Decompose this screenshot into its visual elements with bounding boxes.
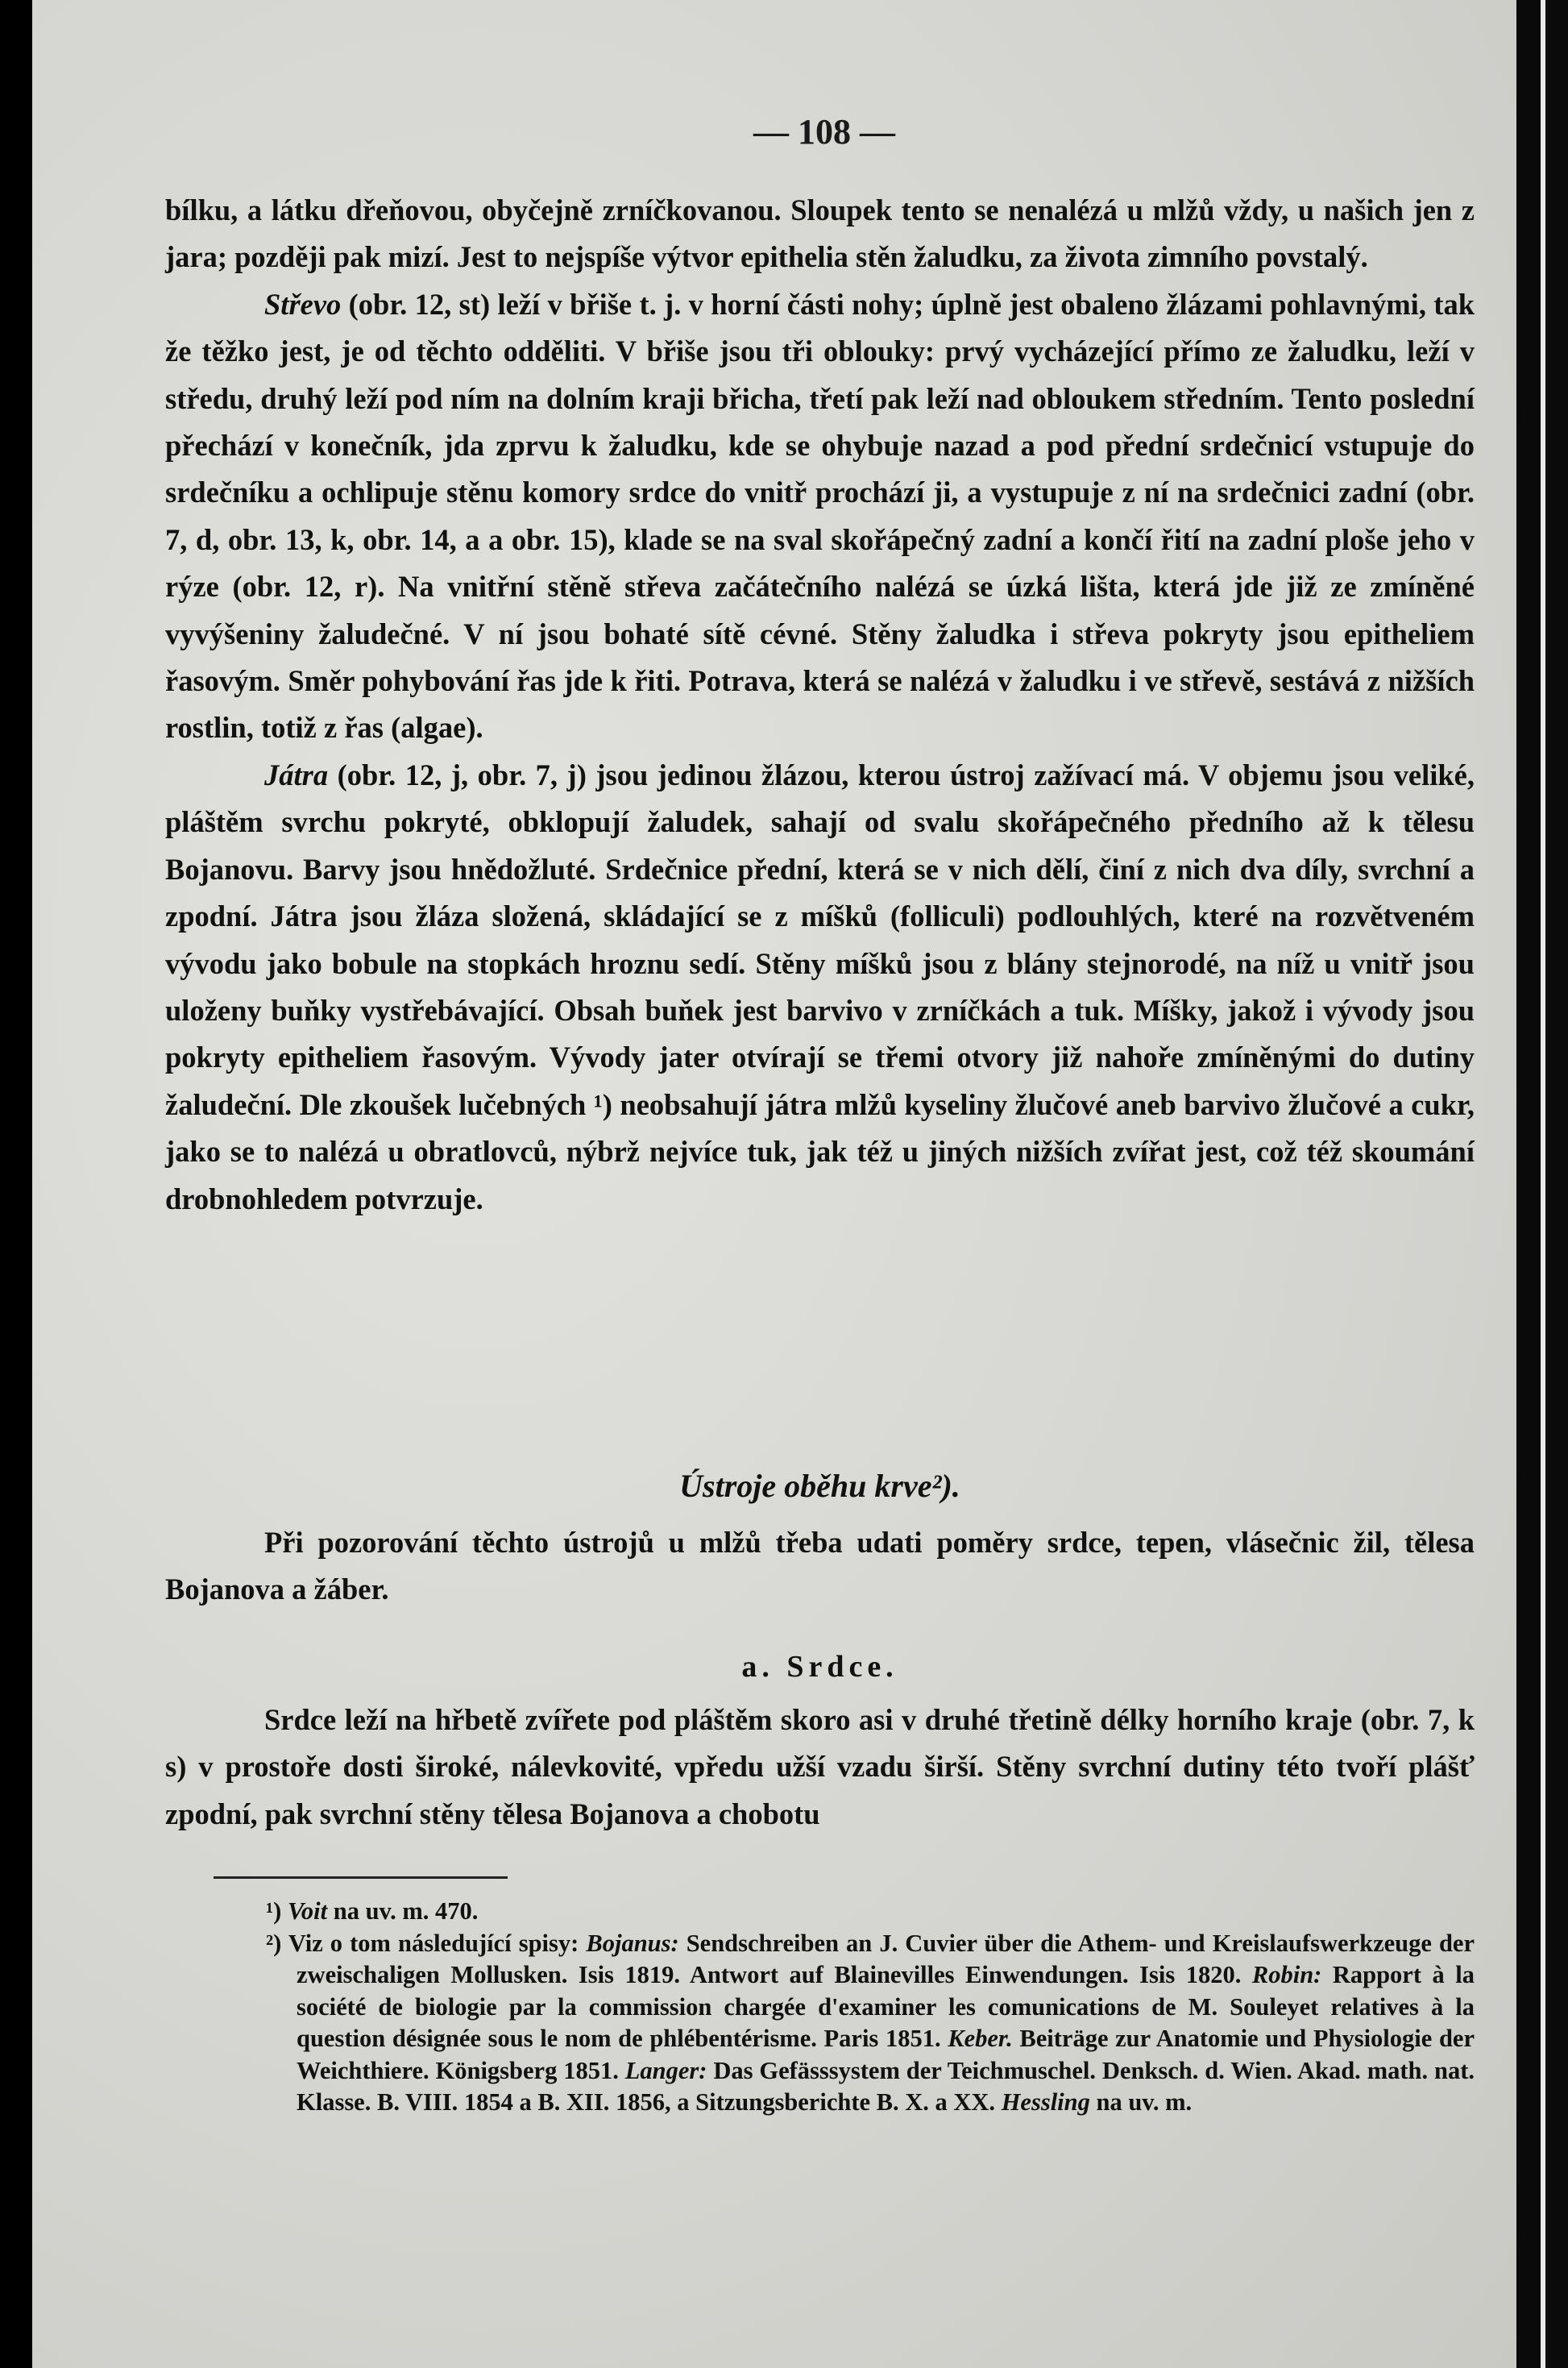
body-text-block — [165, 1697, 1475, 1838]
paragraph-text: (obr. 12, st) leží v břiše t. j. v horní části nohy; úplně jest obaleno žlázami pohlavnými, tak že těžko jest, je od těchto odděliti. V břiše jsou tři oblouky: prvý vycházející přímo ze žaludku, leží v středu, druhý leží pod ním na dolním kraji břicha, třetí pak leží nad obloukem středním. Tento poslední přechází v konečník, jda zprvu k žaludku, kde se ohybuje nazad a pod přední srdečnicí vstupuje do srdečníku a ochlipuje stěnu komory srdce do vnitř prochází ji, a vystupuje z ní na srdečnici zadní (obr. 7, d, obr. 13, k, obr. 14, a a obr. 15), klade se na sval skořápečný zadní a končí řití na zadní ploše jeho v rýze (obr. 12, r). Na vnitřní stěně střeva začátečního nalézá se úzká lišta, která jde již ze zmíněné vyvýšeniny žaludečné. V ní jsou bohaté sítě cévné. Stěny žaludka i střeva pokryty jsou epitheliem řasovým. Směr pohybování řas jde k řiti. Potrava, která se nalézá v žaludku i ve střevě, sestává z nižších rostlin, totiž z řas (algae). — [165, 287, 1475, 745]
footnote-author: Hessling — [1001, 2088, 1090, 2116]
footnote-author: Langer: — [624, 2056, 707, 2084]
body-text-block — [165, 187, 1475, 1223]
footnote-author: Keber. — [948, 2025, 1013, 2052]
footnote-text: Beiträge zur Anatomie und Physiologie der Weichthiere. Königsberg 1851. — [297, 2025, 1475, 2084]
term-strevo: Střevo — [264, 287, 342, 321]
footnote-text: na uv. m. 470. — [327, 1897, 479, 1925]
footnote-author: Bojanus: — [586, 1929, 679, 1957]
footnote-text: Sendschreiben an J. Cuvier über die Athem- und Kreislaufswerkzeuge der zweischaligen Mollusken. Isis 1819. Antwort auf Blainevilles Einwendungen. Isis 1820. — [297, 1929, 1475, 1988]
body-text-block — [165, 1519, 1475, 1614]
footnote-author: Robin: — [1251, 1961, 1322, 1988]
page-number: — 108 — — [753, 112, 895, 152]
footnote-divider — [214, 1876, 508, 1879]
scan-edge-line — [1541, 0, 1545, 2368]
paragraph: Srdce leží na hřbetě zvířete pod pláštěm skoro asi v druhé třetině délky horního kraje (obr. 7, k s) v prostoře dosti široké, nálevkovité, vpředu užší vzadu širší. Stěny svrchní dutiny této tvoří plášť zpodní, pak svrchní stěny tělesa Bojanova a chobotu — [165, 1703, 1475, 1830]
footnote-mark: ¹) — [266, 1897, 282, 1925]
footnote-text: Das Gefässsystem der Teichmuschel. Denksch. d. Wien. Akad. math. nat. Klasse. B. VIII. 1854 a B. XII. 1856, a Sitzungsberichte B. X. a XX. — [297, 2056, 1475, 2116]
footnote-author: Voit — [287, 1897, 328, 1925]
footnote-text: Viz o tom následující spisy: — [281, 1929, 587, 1957]
paragraph: bílku, a látku dřeňovou, obyčejně zrníčkovanou. Sloupek tento se nenalézá u mlžů vždy, u našich jen z jara; později pak mizí. Jest to nejspíše výtvor epithelia stěn žaludku, za života zimního povstalý. — [165, 193, 1475, 274]
paragraph-strevo — [165, 281, 1475, 752]
footnote-text: na uv. m. — [1089, 2088, 1193, 2116]
section-heading: Ústroje oběhu krve²). — [679, 1468, 960, 1504]
footnotes — [266, 1896, 1475, 2119]
footnote-text: Rapport à la société de biologie par la commission chargée d'examiner les comunications de M. Souleyet relatives à la question désignée sous le nom de phlébentérisme. Paris 1851. — [297, 1961, 1475, 2052]
term-jatra: Játra — [264, 758, 329, 791]
paragraph-jatra — [165, 752, 1475, 1223]
footnote-2 — [266, 1928, 1475, 2119]
subsection-heading: a. Srdce. — [741, 1650, 898, 1684]
footnote-1 — [266, 1896, 1475, 1928]
paragraph: Při pozorování těchto ústrojů u mlžů třeba udati poměry srdce, tepen, vlásečnic žil, tělesa Bojanova a žáber. — [165, 1526, 1475, 1606]
footnote-mark: ²) — [266, 1929, 282, 1957]
paragraph-text: (obr. 12, j, obr. 7, j) jsou jedinou žlázou, kterou ústroj zažívací má. V objemu jsou veliké, pláštěm svrchu pokryté, obklopují žaludek, sahají od svalu skořápečného předního až k tělesu Bojanovu. Barvy jsou hnědožluté. Srdečnice přední, která se v nich dělí, činí z nich dva díly, svrchní a zpodní. Játra jsou žláza složená, skládající se z míšků (folliculi) podlouhlých, které na rozvětveném vývodu jako bobule na stopkách hroznu sedí. Stěny míšků jsou z blány stejnorodé, na níž u vnitř jsou uloženy buňky vystřebávající. Obsah buňek jest barvivo v zrníčkách a tuk. Míšky, jakož i vývody jsou pokryty epitheliem řasovým. Vývody jater otvírají se třemi otvory již nahoře zmíněnými do dutiny žaludeční. Dle zkoušek lučebných ¹) neobsahují játra mlžů kyseliny žlučové aneb barvivo žlučové a cukr, jako se to nalézá u obratlovců, nýbrž nejvíce tuk, jak též u jiných nižších zvířat jest, což též skoumání drobnohledem potvrzuje. — [165, 758, 1475, 1215]
